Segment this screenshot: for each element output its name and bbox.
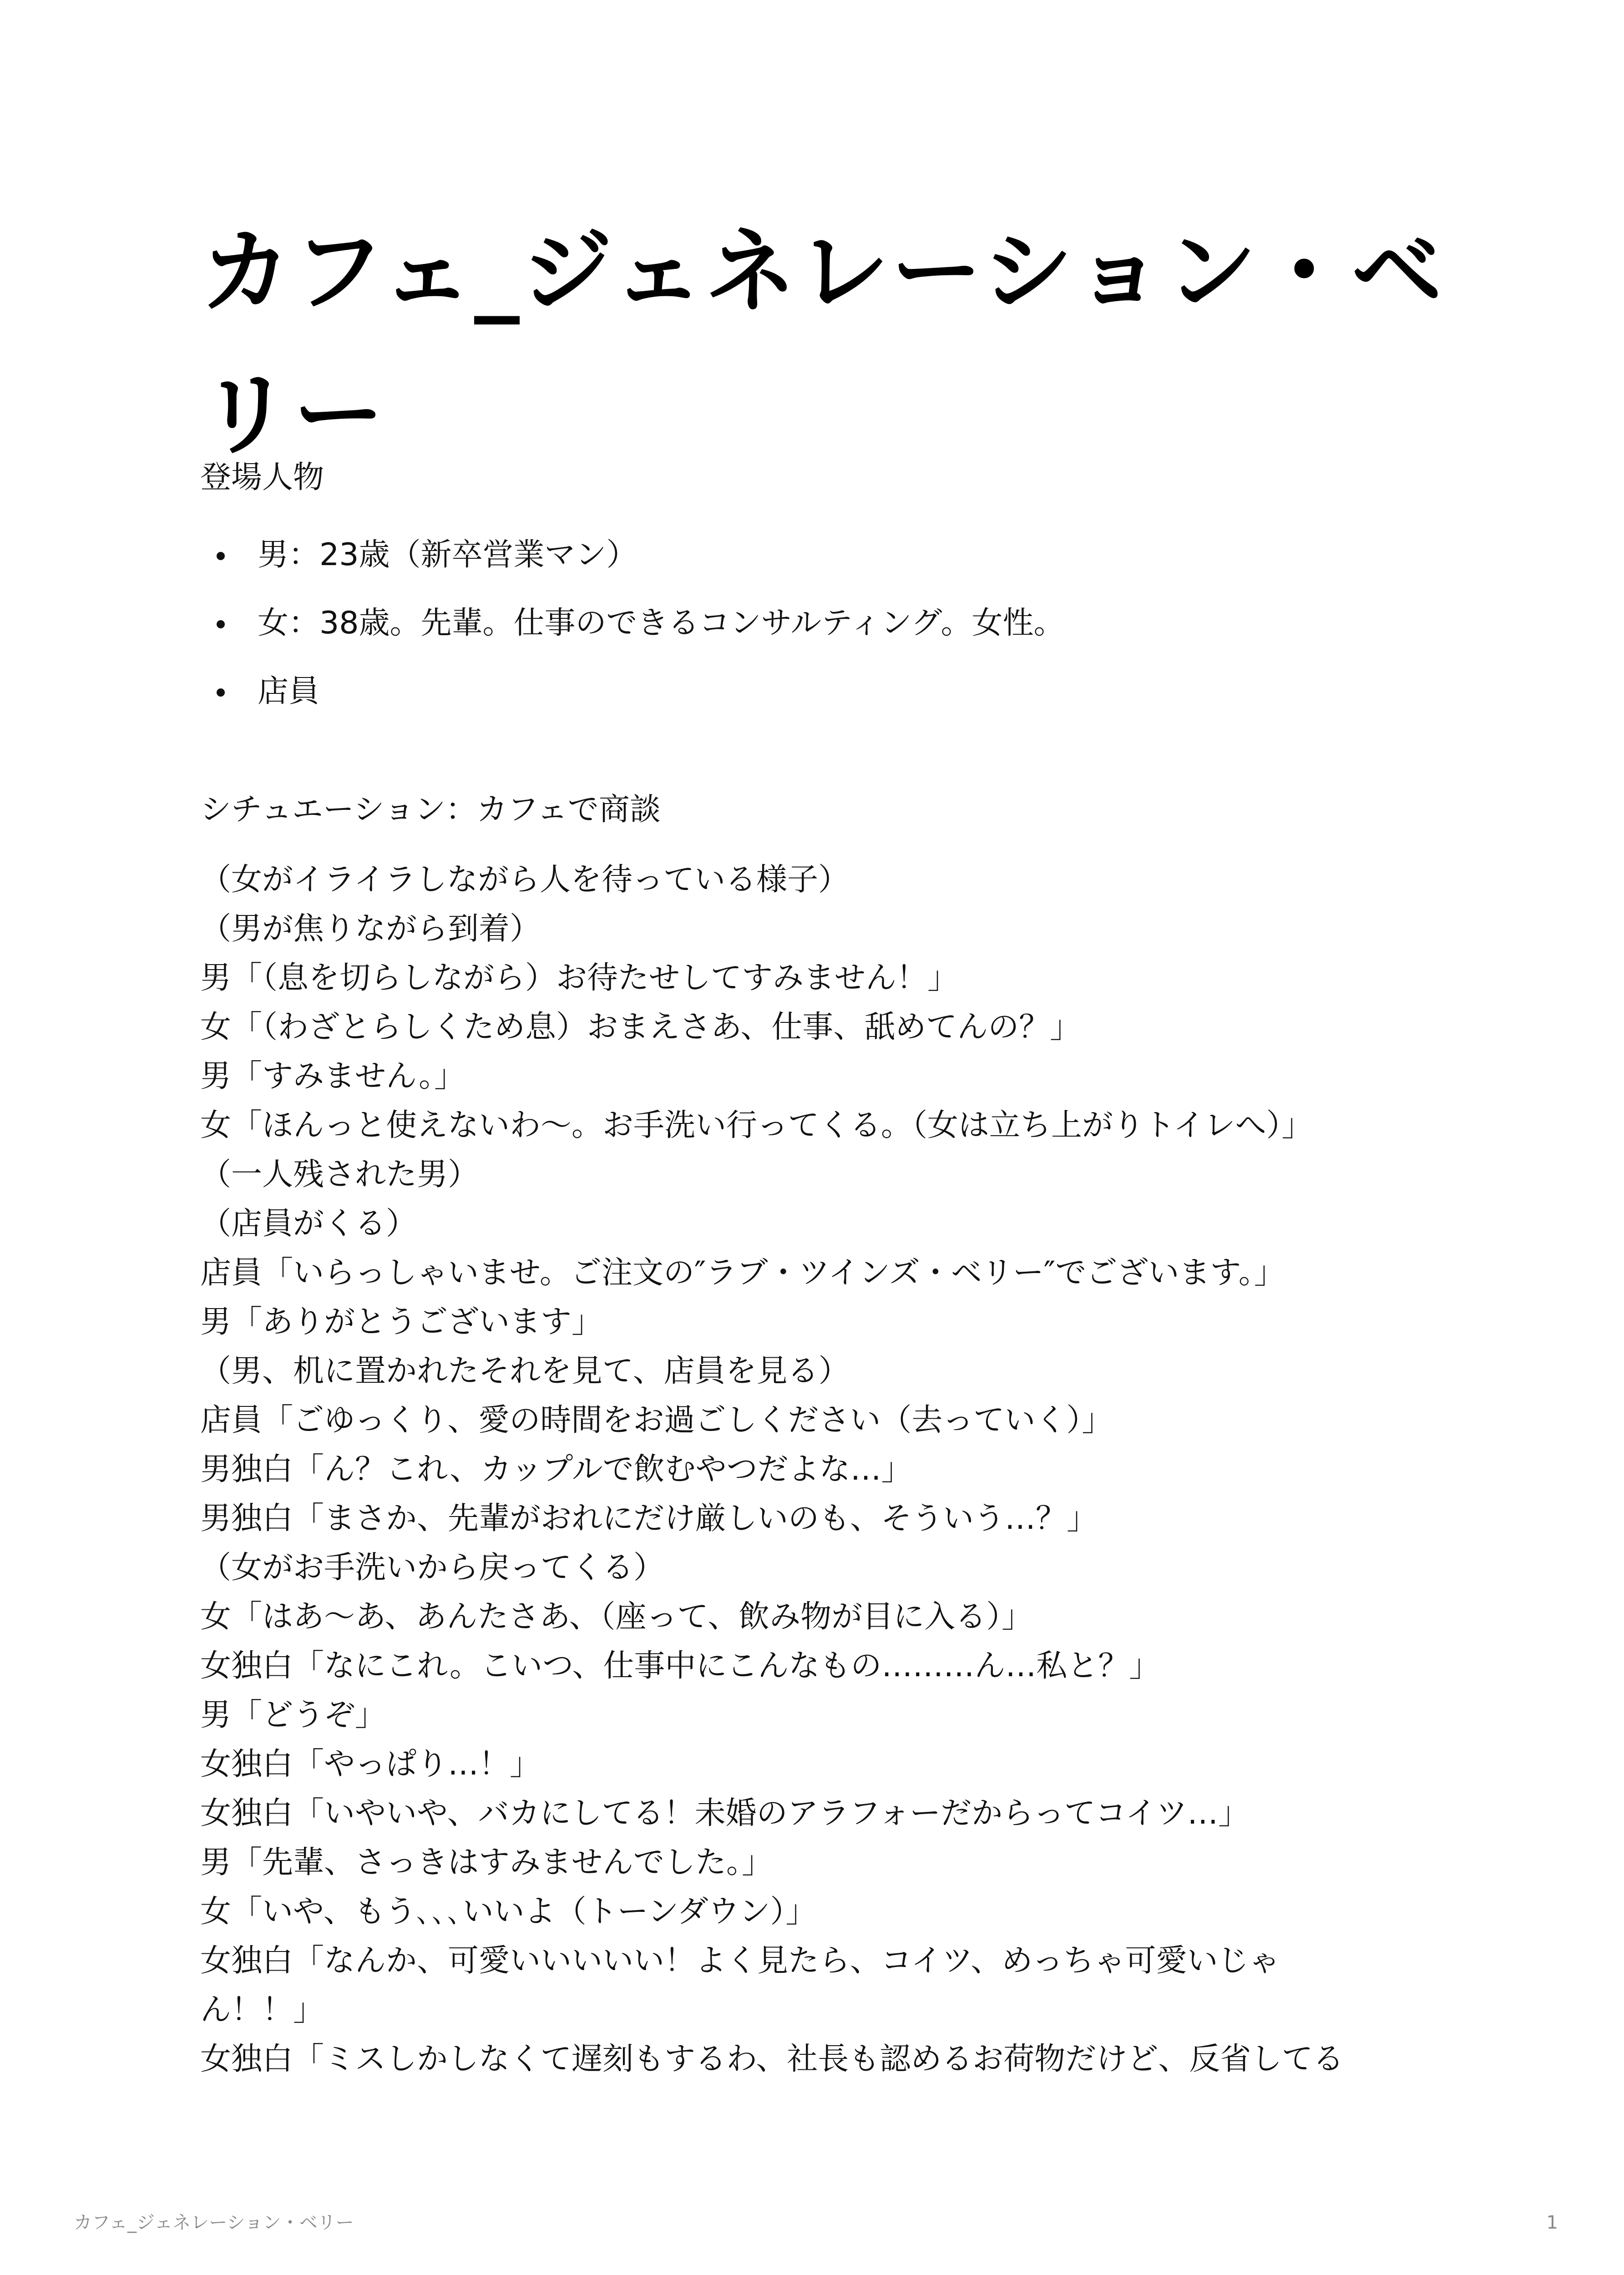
footer-page-number: 1 [1546,2212,1558,2233]
script-line: 男「先輩、さっきはすみませんでした。」 [200,1845,773,1881]
footer-doc-name: カフェ_ジェネレーション・ベリー [74,2212,354,2233]
script-line: （男が焦りながら到着） [200,911,541,947]
script-line: （男、机に置かれたそれを見て、店員を見る） [200,1353,850,1389]
script-line: 女独白「やっぱり…！」 [200,1746,541,1782]
page-title: カフェ_ジェネレーション・ベリー [200,219,1445,468]
script-line: 女独白「なにこれ。こいつ、仕事中にこんなもの………ん…私と？」 [200,1648,1160,1684]
script-line: 女「ほんっと使えないわ〜。お手洗い行ってくる。（女は立ち上がりトイレへ）」 [200,1107,1313,1143]
script-line: 男独白「まさか、先輩がおれにだけ厳しいのも、そういう…？」 [200,1501,1098,1537]
script-line: 男「ありがとうございます」 [200,1304,603,1340]
list-item: 女：38歳。先輩。仕事のできるコンサルティング。女性。 [200,601,1065,669]
script-line: 女「いや、もう､､､いいよ（トーンダウン）」 [200,1894,817,1930]
list-item: 店員 [200,669,1065,737]
script-line: 女独白「いやいや、バカにしてる！未婚のアラフォーだからってコイツ…」 [200,1795,1250,1831]
script-line: 女独白「ミスしかしなくて遅刻もするわ、社長も認めるお荷物だけど、反省してる [200,2041,1344,2077]
script-line: 男「どうぞ」 [200,1697,386,1733]
characters-list [200,532,1065,737]
script-line: 店員「ごゆっくり、愛の時間をお過ごしください（去っていく）」 [200,1402,1113,1438]
script-line: 女独白「なんか、可愛いいいいい！よく見たら、コイツ、めっちゃ可愛いじゃ [200,1943,1280,1979]
script-line: 女「はあ〜あ、あんたさあ、（座って、飲み物が目に入る）」 [200,1599,1033,1635]
characters-heading: 登場人物 [200,460,324,495]
script-line: 店員「いらっしゃいませ。ご注文の″ラブ・ツインズ・ベリー″でございます。」 [200,1255,1285,1291]
situation-line: シチュエーション：カフェで商談 [200,792,661,828]
script-line: （店員がくる） [200,1206,417,1242]
script-line: 女「（わざとらしくため息）おまえさあ、仕事、舐めてんの？」 [200,1009,1081,1045]
script-line: 男「（息を切らしながら）お待たせしてすみません！」 [200,960,959,996]
script-body [200,855,1456,2084]
script-line: ん！！」 [200,1992,324,2028]
script-line: 男「すみません。」 [200,1058,465,1094]
list-item: 男：23歳（新卒営業マン） [200,532,1065,601]
script-line: 男独白「ん？これ、カップルで飲むやつだよな…」 [200,1451,912,1487]
script-line: （女がイライラしながら人を待っている様子） [200,862,849,898]
script-line: （女がお手洗いから戻ってくる） [200,1550,665,1586]
script-line: （一人残された男） [200,1157,479,1193]
